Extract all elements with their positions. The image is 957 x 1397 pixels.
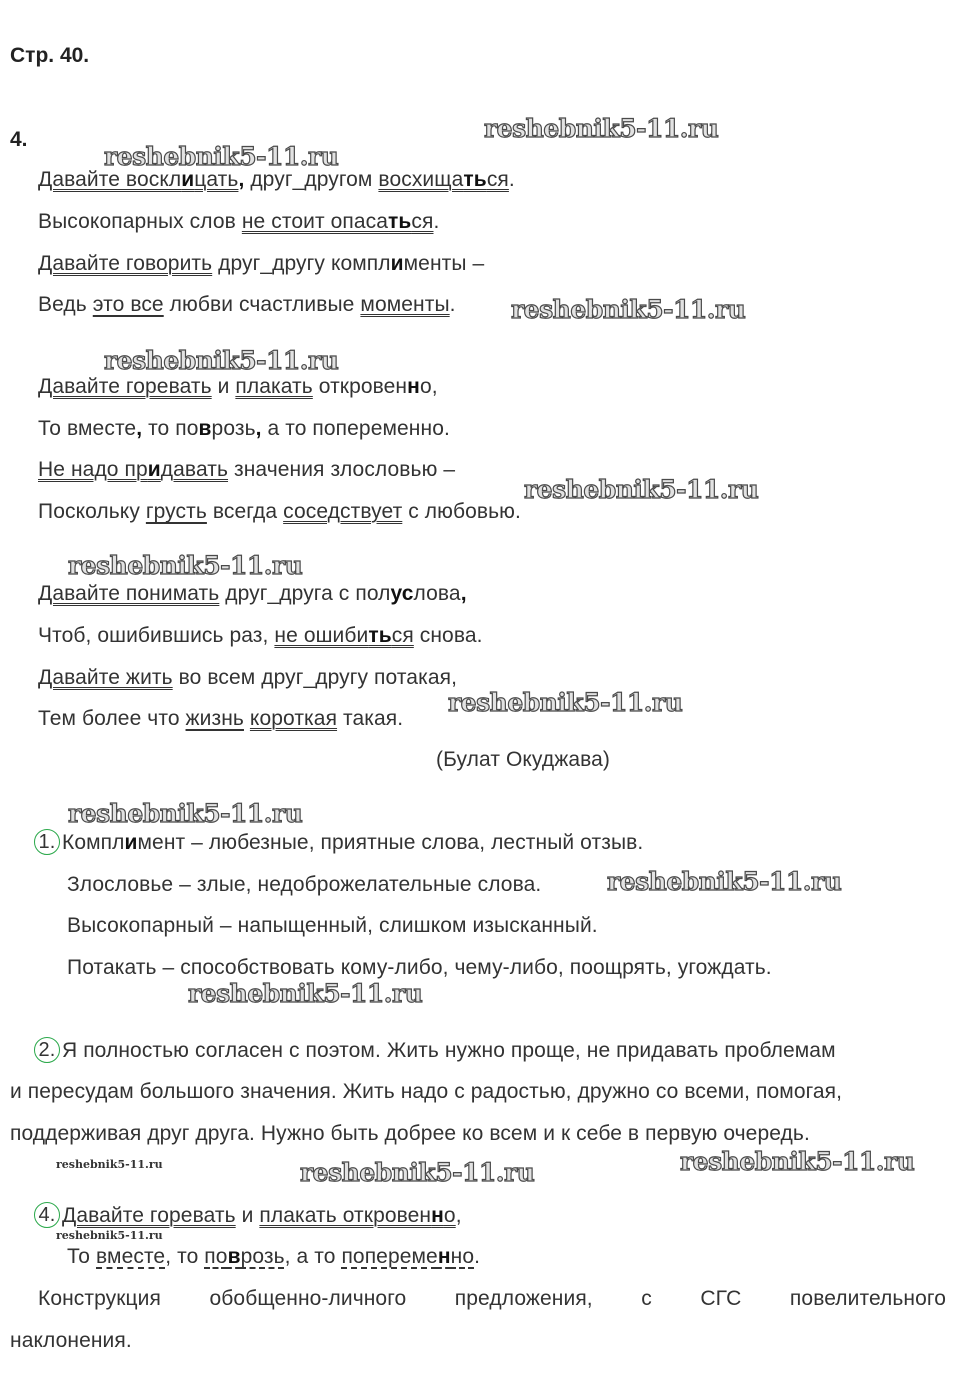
subject-zhizn: жизнь <box>185 707 244 730</box>
watermark: reshebnik5-11.ru <box>104 142 339 171</box>
adverbial-vmeste: вместе <box>96 1245 166 1268</box>
poem-s2-line-3: Не надо придавать значения злословью – <box>38 458 456 481</box>
poem-s1-line-1: Давайте восклицать, друг_другом восхищаться. <box>38 168 515 191</box>
predicate-ne-nado-pridavat: Не надо придавать <box>38 458 229 481</box>
answer-4-line-2: То вместе, то поврозь, а то попеременно. <box>67 1245 481 1268</box>
answer-2-marker: 2. <box>34 1037 60 1063</box>
answer-1-line-2: Злословье – злые, недоброжелательные слова. <box>67 873 542 896</box>
watermark: reshebnik5-11.ru <box>104 346 339 375</box>
answer-1-line-3: Высокопарный – напыщенный, слишком изысканный. <box>67 914 598 937</box>
watermark: reshebnik5-11.ru <box>511 295 746 324</box>
watermark: reshebnik5-11.ru <box>68 551 303 580</box>
watermark-small: reshebnik5-11.ru <box>56 1158 163 1171</box>
subject-grust: грусть <box>145 500 207 523</box>
poem-s1-line-4: Ведь это все любви счастливые моменты. <box>38 293 456 316</box>
predicate-davaite-gorevat-2: Давайте горевать <box>62 1204 236 1227</box>
predicate-ne-oshibitsya: не ошибиться <box>274 624 414 647</box>
watermark: reshebnik5-11.ru <box>607 867 842 896</box>
predicate-davaite-vosklicat: Давайте восклицать <box>38 168 239 191</box>
watermark: reshebnik5-11.ru <box>524 475 759 504</box>
poem-s3-line-2: Чтоб, ошибившись раз, не ошибиться снова. <box>38 624 483 647</box>
answer-4-marker: 4. <box>34 1202 60 1228</box>
poem-s3-line-3: Давайте жить во всем друг_другу потакая, <box>38 666 458 689</box>
predicate-davaite-ponimat: Давайте понимать <box>38 582 220 605</box>
adverbial-vroz: поврозь <box>204 1245 285 1268</box>
subject-eto-vse: это все <box>92 293 164 316</box>
page-header: Стр. 40. <box>10 44 90 67</box>
predicate-korotkaya: короткая <box>249 707 338 730</box>
poem-s3-line-1: Давайте понимать друг_друга с полуслова, <box>38 582 467 605</box>
poem-s1-line-2: Высокопарных слов не стоит опасаться. <box>38 210 440 233</box>
predicate-plakat-otkrovenno: плакать откровенно <box>259 1204 456 1227</box>
poem-s1-line-3: Давайте говорить друг_другу комплименты – <box>38 252 485 275</box>
answer-1-marker: 1. <box>34 829 60 855</box>
watermark: reshebnik5-11.ru <box>300 1158 535 1187</box>
watermark: reshebnik5-11.ru <box>68 799 303 828</box>
task-number: 4. <box>10 128 28 151</box>
poem-s2-line-1: Давайте горевать и плакать откровенно, <box>38 375 438 398</box>
poem-s3-line-4: Тем более что жизнь короткая такая. <box>38 707 404 730</box>
watermark: reshebnik5-11.ru <box>188 979 423 1008</box>
answer-4-line-3: Конструкция обобщенно-личного предложения, с СГС повелительного <box>38 1287 946 1310</box>
answer-4-line-4: наклонения. <box>10 1329 132 1352</box>
watermark: reshebnik5-11.ru <box>484 114 719 143</box>
watermark: reshebnik5-11.ru <box>680 1147 915 1176</box>
poem-author: (Булат Окуджава) <box>436 748 611 771</box>
watermark: reshebnik5-11.ru <box>448 688 683 717</box>
predicate-plakat: плакать <box>235 375 313 398</box>
poem-s2-line-4: Поскольку грусть всегда соседствует с любовью. <box>38 500 521 523</box>
answer-2-line-2: и пересудам большого значения. Жить надо с радостью, дружно со всеми, помогая, <box>10 1080 843 1103</box>
answer-2-line-1: 2. Я полностью согласен с поэтом. Жить нужно проще, не придавать проблемам <box>34 1037 836 1065</box>
poem-s2-line-2: То вместе, то поврозь, а то попеременно. <box>38 417 450 440</box>
predicate-davaite-govorit: Давайте говорить <box>38 252 213 275</box>
answer-1-line-4: Потакать – способствовать кому-либо, чему-либо, поощрять, угождать. <box>67 956 772 979</box>
predicate-sosedstvuet: соседствует <box>283 500 403 523</box>
watermark-small: reshebnik5-11.ru <box>56 1229 163 1242</box>
adverbial-poperemenno: попеременно <box>341 1245 475 1268</box>
predicate-voskhishchatsya: восхищаться <box>378 168 509 191</box>
predicate-davaite-gorevat: Давайте горевать <box>38 375 212 398</box>
predicate-momenty: моменты <box>360 293 450 316</box>
answer-1-line-1: 1. Комплимент – любезные, приятные слова, лестный отзыв. <box>34 829 643 857</box>
predicate-davaite-zhit: Давайте жить <box>38 666 173 689</box>
answer-2-line-3: поддерживая друг друга. Нужно быть добрее ко всем и к себе в первую очередь. <box>10 1122 810 1145</box>
predicate-ne-stoit-opasatsya: не стоит опасаться <box>241 210 434 233</box>
answer-4-line-1: 4. Давайте горевать и плакать откровенно, <box>34 1202 462 1230</box>
